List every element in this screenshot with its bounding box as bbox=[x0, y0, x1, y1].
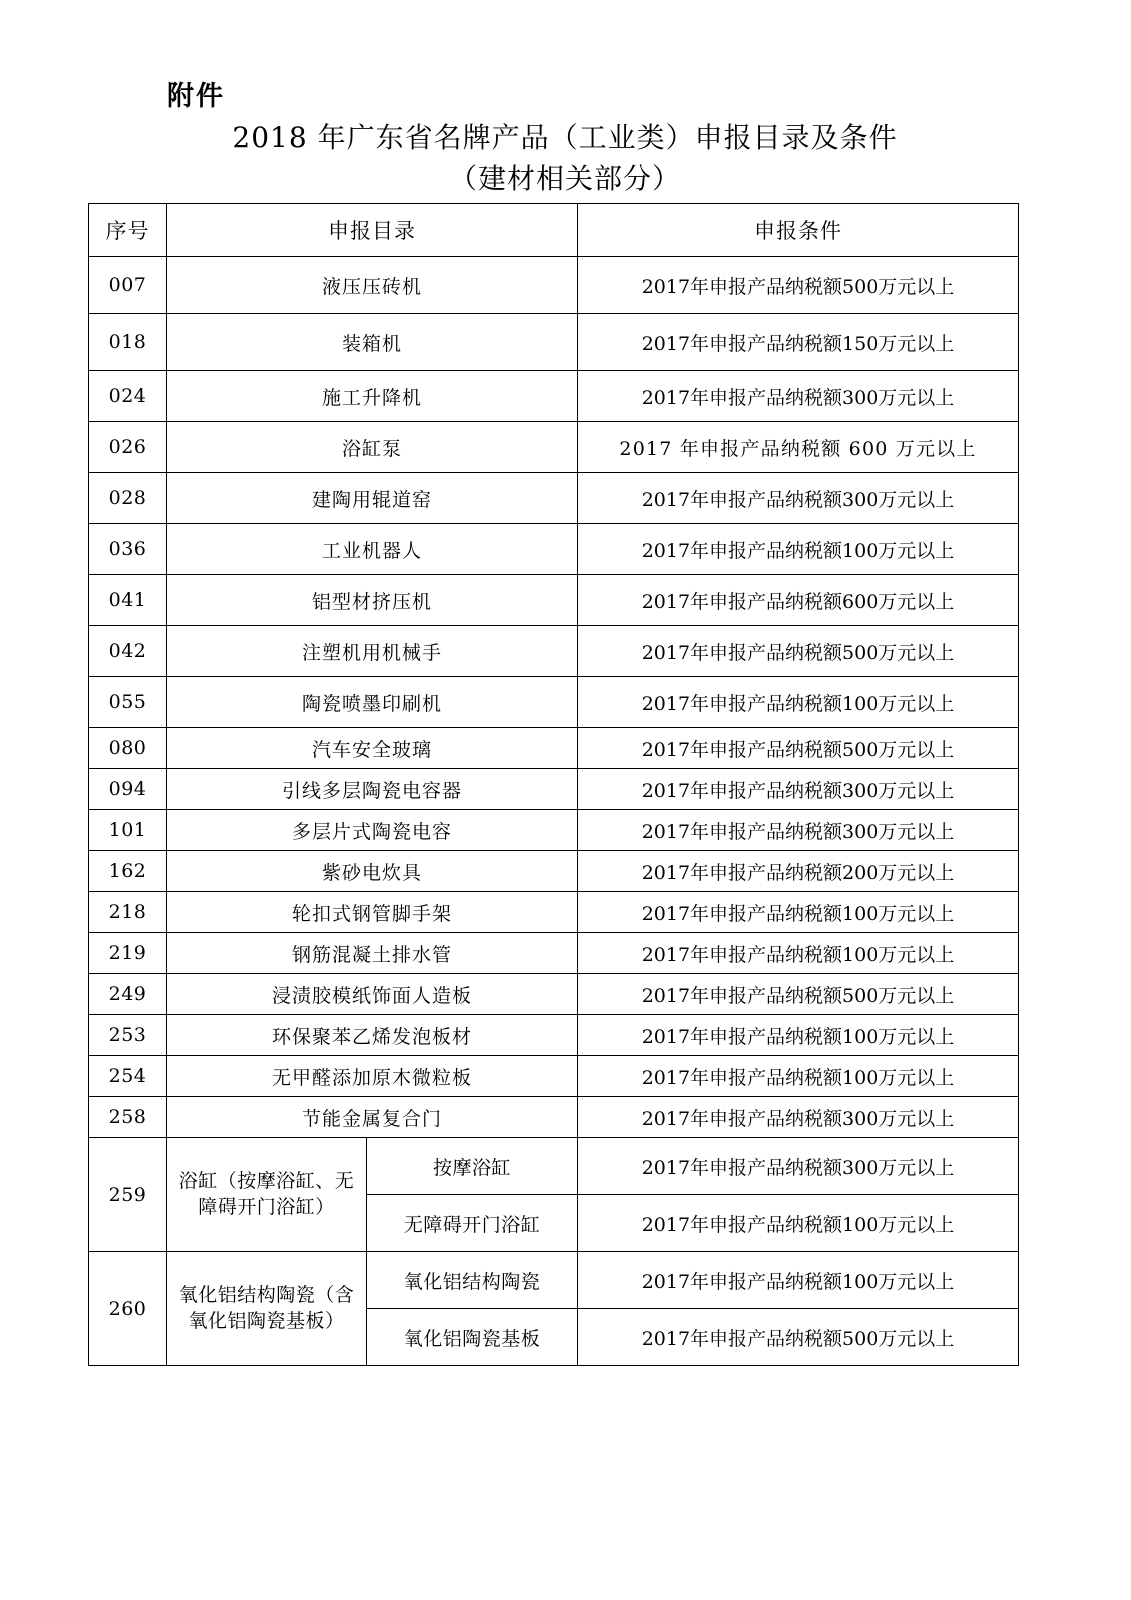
row-seq: 254 bbox=[89, 1056, 167, 1097]
table-row bbox=[89, 1252, 1019, 1309]
row-condition: 2017年申报产品纳税额500万元以上 bbox=[578, 974, 1019, 1015]
row-category: 注塑机用机械手 bbox=[167, 626, 578, 677]
page-title-line-1: 2018 年广东省名牌产品（工业类）申报目录及条件 bbox=[232, 121, 898, 154]
row-seq: 101 bbox=[89, 810, 167, 851]
row-category: 汽车安全玻璃 bbox=[167, 728, 578, 769]
row-seq: 249 bbox=[89, 974, 167, 1015]
row-category: 紫砂电炊具 bbox=[167, 851, 578, 892]
row-seq: 055 bbox=[89, 677, 167, 728]
table-row bbox=[89, 1056, 1019, 1097]
row-condition: 2017年申报产品纳税额300万元以上 bbox=[578, 371, 1019, 422]
row-seq: 007 bbox=[89, 257, 167, 314]
row-category: 工业机器人 bbox=[167, 524, 578, 575]
row-seq: 094 bbox=[89, 769, 167, 810]
table-row bbox=[89, 1097, 1019, 1138]
row-condition: 2017年申报产品纳税额500万元以上 bbox=[578, 1309, 1019, 1366]
row-condition: 2017年申报产品纳税额100万元以上 bbox=[578, 1015, 1019, 1056]
row-condition: 2017年申报产品纳税额150万元以上 bbox=[578, 314, 1019, 371]
row-condition: 2017年申报产品纳税额100万元以上 bbox=[578, 677, 1019, 728]
table-row bbox=[89, 473, 1019, 524]
row-category: 无甲醛添加原木微粒板 bbox=[167, 1056, 578, 1097]
table-row bbox=[89, 314, 1019, 371]
row-subcategory: 氧化铝结构陶瓷 bbox=[367, 1252, 578, 1309]
row-category: 液压压砖机 bbox=[167, 257, 578, 314]
group-seq: 259 bbox=[89, 1138, 167, 1252]
row-category: 装箱机 bbox=[167, 314, 578, 371]
table-row bbox=[89, 1015, 1019, 1056]
declaration-catalog-table bbox=[88, 203, 1019, 1366]
table-header-row bbox=[89, 204, 1019, 257]
row-condition: 2017年申报产品纳税额100万元以上 bbox=[578, 1252, 1019, 1309]
row-seq: 041 bbox=[89, 575, 167, 626]
row-seq: 028 bbox=[89, 473, 167, 524]
group-seq: 260 bbox=[89, 1252, 167, 1366]
table-row bbox=[89, 974, 1019, 1015]
table-row bbox=[89, 810, 1019, 851]
row-seq: 026 bbox=[89, 422, 167, 473]
row-condition: 2017年申报产品纳税额300万元以上 bbox=[578, 1097, 1019, 1138]
row-condition: 2017年申报产品纳税额500万元以上 bbox=[578, 728, 1019, 769]
row-category: 多层片式陶瓷电容 bbox=[167, 810, 578, 851]
row-seq: 042 bbox=[89, 626, 167, 677]
row-category: 环保聚苯乙烯发泡板材 bbox=[167, 1015, 578, 1056]
page-title-line-2: （建材相关部分） bbox=[448, 161, 681, 195]
row-category: 钢筋混凝土排水管 bbox=[167, 933, 578, 974]
row-seq: 219 bbox=[89, 933, 167, 974]
header-seq: 序号 bbox=[89, 204, 167, 257]
table-row bbox=[89, 626, 1019, 677]
row-category: 铝型材挤压机 bbox=[167, 575, 578, 626]
row-category: 引线多层陶瓷电容器 bbox=[167, 769, 578, 810]
row-condition: 2017年申报产品纳税额200万元以上 bbox=[578, 851, 1019, 892]
table-row bbox=[89, 422, 1019, 473]
row-category: 施工升降机 bbox=[167, 371, 578, 422]
row-condition: 2017年申报产品纳税额100万元以上 bbox=[578, 933, 1019, 974]
table-row bbox=[89, 257, 1019, 314]
header-category: 申报目录 bbox=[167, 204, 578, 257]
row-seq: 162 bbox=[89, 851, 167, 892]
table-row bbox=[89, 575, 1019, 626]
row-category: 浴缸泵 bbox=[167, 422, 578, 473]
row-condition: 2017 年申报产品纳税额 600 万元以上 bbox=[578, 422, 1019, 473]
row-subcategory: 无障碍开门浴缸 bbox=[367, 1195, 578, 1252]
row-condition: 2017年申报产品纳税额100万元以上 bbox=[578, 1195, 1019, 1252]
row-subcategory: 氧化铝陶瓷基板 bbox=[367, 1309, 578, 1366]
group-category: 氧化铝结构陶瓷（含氧化铝陶瓷基板） bbox=[167, 1252, 367, 1366]
page-title bbox=[90, 118, 1040, 199]
row-category: 建陶用辊道窑 bbox=[167, 473, 578, 524]
row-category: 浸渍胶模纸饰面人造板 bbox=[167, 974, 578, 1015]
row-category: 陶瓷喷墨印刷机 bbox=[167, 677, 578, 728]
row-category: 轮扣式钢管脚手架 bbox=[167, 892, 578, 933]
row-condition: 2017年申报产品纳税额300万元以上 bbox=[578, 769, 1019, 810]
header-condition: 申报条件 bbox=[578, 204, 1019, 257]
table-row bbox=[89, 892, 1019, 933]
row-condition: 2017年申报产品纳税额100万元以上 bbox=[578, 892, 1019, 933]
table-row bbox=[89, 524, 1019, 575]
table-row bbox=[89, 728, 1019, 769]
row-seq: 018 bbox=[89, 314, 167, 371]
table-row bbox=[89, 851, 1019, 892]
group-category: 浴缸（按摩浴缸、无障碍开门浴缸） bbox=[167, 1138, 367, 1252]
row-seq: 218 bbox=[89, 892, 167, 933]
row-subcategory: 按摩浴缸 bbox=[367, 1138, 578, 1195]
row-condition: 2017年申报产品纳税额300万元以上 bbox=[578, 1138, 1019, 1195]
table-row bbox=[89, 933, 1019, 974]
row-seq: 080 bbox=[89, 728, 167, 769]
table-row bbox=[89, 1138, 1019, 1195]
row-condition: 2017年申报产品纳税额100万元以上 bbox=[578, 1056, 1019, 1097]
attachment-label: 附件 bbox=[167, 81, 225, 112]
row-seq: 024 bbox=[89, 371, 167, 422]
row-condition: 2017年申报产品纳税额600万元以上 bbox=[578, 575, 1019, 626]
row-condition: 2017年申报产品纳税额500万元以上 bbox=[578, 626, 1019, 677]
row-seq: 258 bbox=[89, 1097, 167, 1138]
table-row bbox=[89, 677, 1019, 728]
row-condition: 2017年申报产品纳税额100万元以上 bbox=[578, 524, 1019, 575]
row-seq: 036 bbox=[89, 524, 167, 575]
table-row bbox=[89, 769, 1019, 810]
row-condition: 2017年申报产品纳税额300万元以上 bbox=[578, 810, 1019, 851]
row-condition: 2017年申报产品纳税额300万元以上 bbox=[578, 473, 1019, 524]
row-condition: 2017年申报产品纳税额500万元以上 bbox=[578, 257, 1019, 314]
row-category: 节能金属复合门 bbox=[167, 1097, 578, 1138]
row-seq: 253 bbox=[89, 1015, 167, 1056]
table-row bbox=[89, 371, 1019, 422]
